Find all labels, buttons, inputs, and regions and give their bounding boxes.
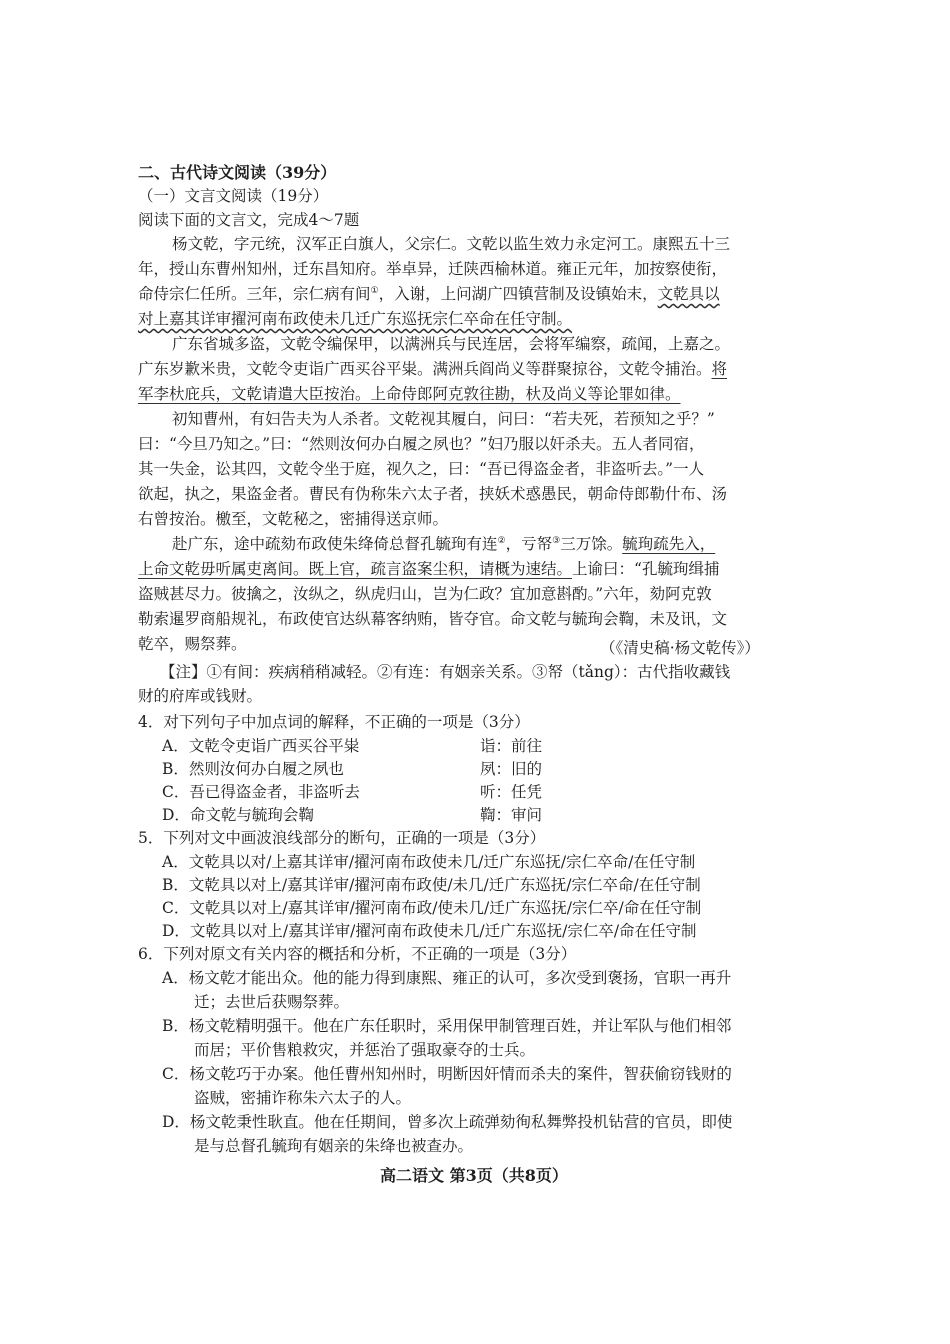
- passage-p1-line4: [138, 307, 572, 329]
- passage-p2-line2: 广东岁歉米贵，文乾令吏诣广西买谷平粜。满洲兵阎尚义等群聚掠谷，文乾令捕治。将: [138, 360, 728, 378]
- passage-p4-line5: 乾卒，赐祭葬。: [138, 635, 247, 653]
- question-6-option-b-cont: 而居；平价售粮救灾，并惩治了强取豪夺的士兵。: [194, 1041, 536, 1059]
- question-6-stem: 6．下列对原文有关内容的概括和分析，不正确的一项是（3分）: [138, 945, 577, 963]
- passage-p3-line2: 曰：“今旦乃知之。”曰：“然则汝何办白履之夙也？”妇乃服以奸杀夫。五人者同宿，: [138, 435, 705, 453]
- passage-p1-line2: 年，授山东曹州知州，迁东昌知府。举卓异，迁陕西榆林道。雍正元年，加按察使衔，: [138, 260, 728, 278]
- question-5-option-d[interactable]: D．文乾具以对上/嘉其详审/擢河南布政使未几/迁广东巡抚/宗仁卒/命在任守制: [162, 922, 697, 940]
- underline-segment: 毓珣疏先入，: [622, 535, 716, 553]
- question-5-option-a[interactable]: A．文乾具以对/上嘉其详审/擢河南布政使未几/迁广东巡抚/宗仁卒命/在任守制: [162, 853, 696, 871]
- passage-p1-line3: 命侍宗仁任所。三年，宗仁病有间①，入谢，上问湖广四镇营制及设镇始末，文乾具以: [138, 285, 720, 303]
- section-subtitle: （一）文言文阅读（19分）: [138, 187, 329, 205]
- passage-p4-line2: 上命文乾毋听属吏离间。既上官，疏言盗案尘积，请概为速结。上谕曰：“孔毓珣缉捕: [138, 560, 720, 578]
- question-6-option-a-cont: 迁；去世后获赐祭葬。: [194, 993, 350, 1011]
- underline-segment: 军李杕庇兵，文乾请遣大臣按治。上命侍郎阿克敦往勘，杕及尚义等论罪如律。: [138, 385, 681, 403]
- passage-source: （《清史稿·杨文乾传》）: [600, 639, 760, 657]
- passage-p3-line3: 其一失金，讼其四，文乾令坐于庭，视久之，曰：“吾已得盗金者，非盗听去。”一人: [138, 460, 705, 478]
- question-4-options: A．文乾令吏诣广西买谷平粜 诣：前往 B．然则汝何办白履之夙也 夙：旧的 C．吾已得盗金者，非盗听去 听：任凭 D．命文乾与毓珣会鞫 鞫：审问: [162, 737, 543, 824]
- passage-p3-line4: 欲起，执之，果盗金者。曹民有伪称朱六太子者，挟妖术惑愚民，朝命侍郎勒什布、汤: [138, 485, 728, 503]
- question-6-option-b[interactable]: B．杨文乾精明强干。他在广东任职时，采用保甲制管理百姓，并让军队与他们相邻: [162, 1017, 732, 1035]
- passage-note-line1: 【注】①有间：疾病稍稍减轻。②有连：有姻亲关系。③帑（tǎng）：古代指收藏钱: [160, 663, 731, 681]
- passage-p4-line1: 赴广东，途中疏劾布政使朱绛倚总督孔毓珣有连②，亏帑③三万馀。毓珣疏先入，: [172, 535, 716, 553]
- wavy-underline-segment: 对上嘉其详审擢河南布政使未几迁广东巡抚宗仁卒命在任守制。: [138, 310, 573, 328]
- passage-p4-line4: 勒索暹罗商船规礼，布政使官达纵幕客纳贿，皆夺官。命文乾与毓珣会鞫，未及讯，文: [138, 610, 728, 628]
- wavy-underline-segment: 文乾具以: [657, 285, 720, 303]
- section-title: 二、古代诗文阅读（39分）: [138, 163, 337, 182]
- question-6-option-c[interactable]: C．杨文乾巧于办案。他任曹州知州时，明断因奸情而杀夫的案件，智获偷窃钱财的: [162, 1065, 732, 1083]
- question-5-stem: 5．下列对文中画波浪线部分的断句，正确的一项是（3分）: [138, 829, 546, 847]
- question-6-options: [162, 966, 822, 1156]
- passage-p1-line1: 杨文乾，字元统，汉军正白旗人，父宗仁。文乾以监生效力永定河工。康熙五十三: [172, 235, 731, 253]
- passage-p3-line1: 初知曹州，有妇告夫为人杀者。文乾视其履白，问曰：“若夫死，若预知之乎？”: [172, 410, 715, 428]
- question-5-option-c[interactable]: C．文乾具以对上/嘉其详审/擢河南布政/使未几/迁广东巡抚/宗仁卒/命在任守制: [162, 899, 702, 917]
- question-5-option-b[interactable]: B．文乾具以对上/嘉其详审/擢河南布政使/未几/迁广东巡抚/宗仁卒命/在任守制: [162, 876, 701, 894]
- instruction-text: 阅读下面的文言文，完成4～7题: [138, 211, 360, 229]
- question-4-stem: 4．对下列句子中加点词的解释，不正确的一项是（3分）: [138, 713, 530, 731]
- underline-segment: 将: [711, 360, 728, 378]
- page-footer: 高二语文 第3页（共8页）: [380, 1166, 568, 1185]
- question-6-option-a[interactable]: A．杨文乾才能出众。他的能力得到康熙、雍正的认可，多次受到褒扬，官职一再升: [162, 969, 732, 987]
- passage-p2-line3: [138, 382, 681, 404]
- passage-note-line2: 财的府库或钱财。: [138, 687, 263, 705]
- question-6-option-d[interactable]: D．杨文乾秉性耿直。他在任期间，曾多次上疏弹劾徇私舞弊投机钻营的官员，即使: [162, 1113, 733, 1131]
- question-6-option-d-cont: 是与总督孔毓珣有姻亲的朱绛也被查办。: [194, 1137, 474, 1155]
- underline-segment: 上命文乾毋听属吏离间。既上官，疏言盗案尘积，请概为速结。: [138, 560, 573, 578]
- question-6-option-c-cont: 盗贼，密捕诈称朱六太子的人。: [194, 1089, 412, 1107]
- passage-p4-line3: 盗贼甚尽力。彼擒之，汝纵之，纵虎归山，岂为仁政？宜加意斟酌。”六年，劾阿克敦: [138, 585, 712, 603]
- passage-p2-line1: 广东省城多盗，文乾令编保甲，以满洲兵与民连居，会将军编察，疏闻，上嘉之。: [172, 335, 731, 353]
- passage-p3-line5: 右曾按治。檄至，文乾秘之，密捕得送京师。: [138, 510, 449, 528]
